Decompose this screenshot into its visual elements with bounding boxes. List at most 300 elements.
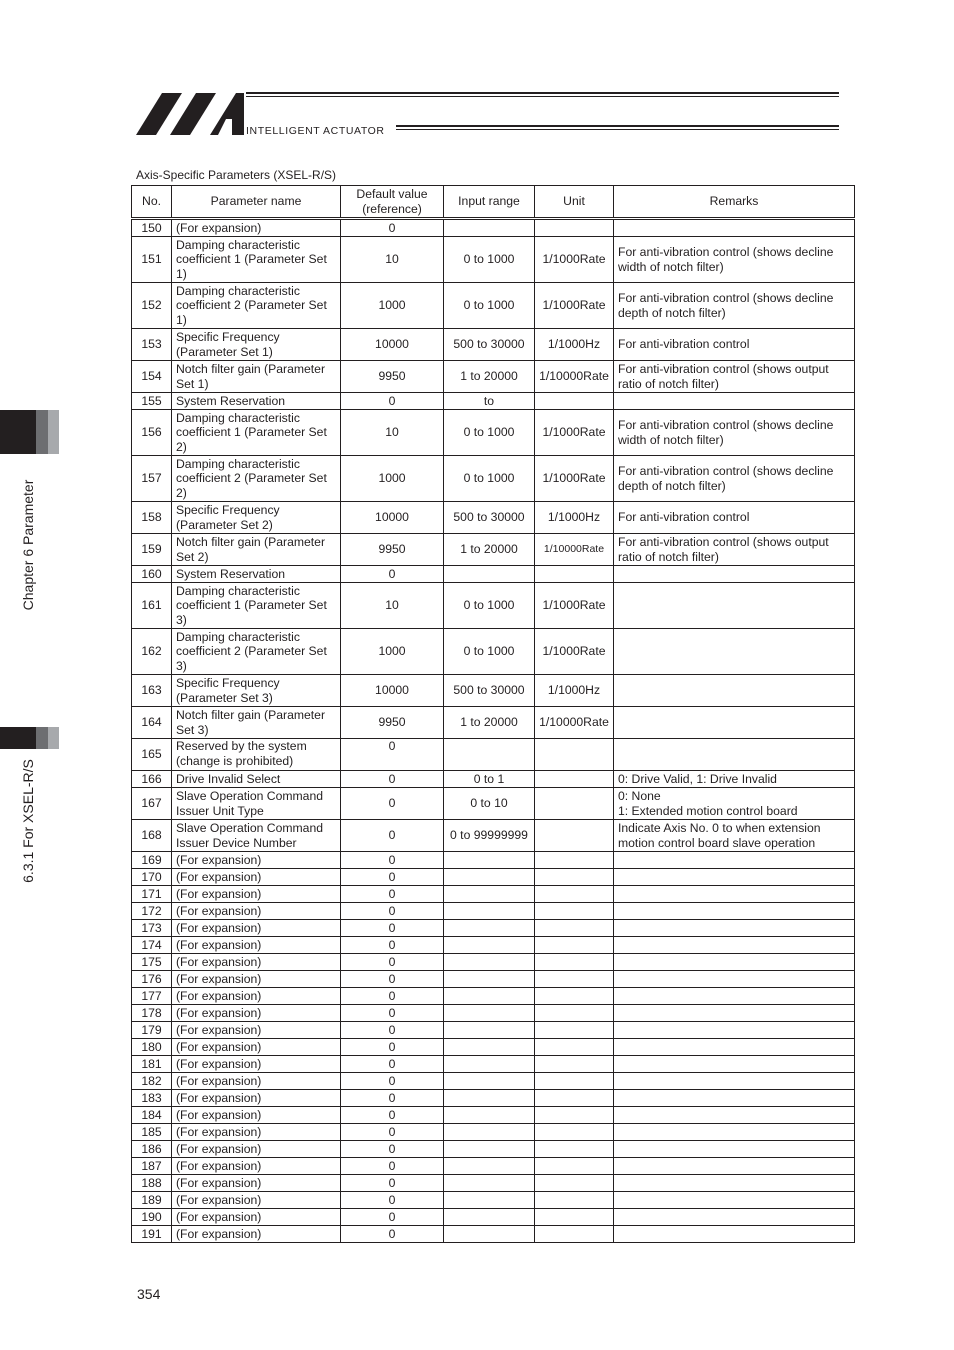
cell-input-range xyxy=(444,886,535,903)
cell-remarks xyxy=(614,707,855,739)
cell-parameter-name: (For expansion) xyxy=(172,1022,341,1039)
table-header-row xyxy=(132,186,855,219)
cell-default-value: 1000 xyxy=(341,283,444,329)
cell-unit xyxy=(535,1107,614,1124)
cell-no: 172 xyxy=(132,903,172,920)
cell-parameter-name: (For expansion) xyxy=(172,954,341,971)
table-row xyxy=(132,361,855,393)
cell-parameter-name: (For expansion) xyxy=(172,1124,341,1141)
cell-unit xyxy=(535,869,614,886)
side-section-label: 6.3.1 For XSEL-R/S xyxy=(20,759,36,883)
cell-parameter-name: (For expansion) xyxy=(172,1192,341,1209)
cell-unit xyxy=(535,1039,614,1056)
table-row xyxy=(132,329,855,361)
cell-input-range: 0 to 99999999 xyxy=(444,820,535,852)
cell-input-range xyxy=(444,954,535,971)
cell-default-value: 0 xyxy=(341,937,444,954)
cell-parameter-name: Specific Frequency (Parameter Set 1) xyxy=(172,329,341,361)
cell-input-range xyxy=(444,1073,535,1090)
cell-unit xyxy=(535,903,614,920)
cell-no: 161 xyxy=(132,583,172,629)
cell-no: 158 xyxy=(132,502,172,534)
cell-remarks: For anti-vibration control xyxy=(614,329,855,361)
cell-unit xyxy=(535,1158,614,1175)
cell-parameter-name: (For expansion) xyxy=(172,1107,341,1124)
table-row xyxy=(132,707,855,739)
table-row xyxy=(132,502,855,534)
cell-remarks xyxy=(614,1005,855,1022)
cell-parameter-name: Damping characteristic coefficient 1 (Parameter Set 3) xyxy=(172,583,341,629)
cell-no: 191 xyxy=(132,1226,172,1243)
cell-unit xyxy=(535,954,614,971)
cell-input-range: 500 to 30000 xyxy=(444,675,535,707)
cell-parameter-name: Specific Frequency (Parameter Set 2) xyxy=(172,502,341,534)
cell-parameter-name: Damping characteristic coefficient 2 (Parameter Set 3) xyxy=(172,629,341,675)
cell-default-value: 0 xyxy=(341,954,444,971)
cell-parameter-name: Damping characteristic coefficient 2 (Parameter Set 1) xyxy=(172,283,341,329)
cell-parameter-name: (For expansion) xyxy=(172,1175,341,1192)
cell-default-value: 1000 xyxy=(341,456,444,502)
cell-input-range xyxy=(444,1158,535,1175)
cell-input-range: 1 to 20000 xyxy=(444,534,535,566)
header-remarks: Remarks xyxy=(614,186,855,219)
cell-input-range xyxy=(444,1209,535,1226)
cell-remarks xyxy=(614,739,855,771)
cell-remarks xyxy=(614,566,855,583)
cell-parameter-name: (For expansion) xyxy=(172,903,341,920)
cell-no: 166 xyxy=(132,771,172,788)
cell-parameter-name: (For expansion) xyxy=(172,886,341,903)
cell-no: 160 xyxy=(132,566,172,583)
cell-input-range: 0 to 10 xyxy=(444,788,535,820)
cell-input-range xyxy=(444,1141,535,1158)
cell-parameter-name: Reserved by the system (change is prohibited) xyxy=(172,739,341,771)
header-unit: Unit xyxy=(535,186,614,219)
cell-default-value: 0 xyxy=(341,886,444,903)
cell-input-range xyxy=(444,1175,535,1192)
page-number: 354 xyxy=(137,1286,161,1302)
cell-default-value: 10 xyxy=(341,583,444,629)
cell-parameter-name: (For expansion) xyxy=(172,1209,341,1226)
cell-unit xyxy=(535,1022,614,1039)
cell-parameter-name: Notch filter gain (Parameter Set 1) xyxy=(172,361,341,393)
table-row xyxy=(132,820,855,852)
cell-no: 167 xyxy=(132,788,172,820)
cell-input-range xyxy=(444,566,535,583)
cell-no: 156 xyxy=(132,410,172,456)
cell-input-range: 0 to 1000 xyxy=(444,237,535,283)
cell-remarks: For anti-vibration control (shows decline width of notch filter) xyxy=(614,237,855,283)
cell-remarks xyxy=(614,1141,855,1158)
cell-input-range: 1 to 20000 xyxy=(444,707,535,739)
cell-remarks xyxy=(614,675,855,707)
cell-default-value: 0 xyxy=(341,1107,444,1124)
cell-parameter-name: (For expansion) xyxy=(172,1073,341,1090)
table-row xyxy=(132,971,855,988)
cell-default-value: 0 xyxy=(341,1175,444,1192)
cell-default-value: 10000 xyxy=(341,329,444,361)
cell-input-range: 500 to 30000 xyxy=(444,502,535,534)
table-row xyxy=(132,886,855,903)
cell-unit xyxy=(535,219,614,237)
table-row xyxy=(132,237,855,283)
cell-parameter-name: Drive Invalid Select xyxy=(172,771,341,788)
cell-unit xyxy=(535,820,614,852)
cell-no: 184 xyxy=(132,1107,172,1124)
table-row xyxy=(132,1124,855,1141)
table-row xyxy=(132,1175,855,1192)
cell-unit xyxy=(535,1175,614,1192)
cell-default-value: 0 xyxy=(341,1056,444,1073)
cell-input-range xyxy=(444,1107,535,1124)
cell-default-value: 0 xyxy=(341,971,444,988)
cell-input-range xyxy=(444,1056,535,1073)
cell-remarks xyxy=(614,1073,855,1090)
cell-no: 178 xyxy=(132,1005,172,1022)
cell-input-range xyxy=(444,971,535,988)
cell-remarks xyxy=(614,1226,855,1243)
cell-input-range xyxy=(444,1039,535,1056)
cell-input-range xyxy=(444,1124,535,1141)
cell-remarks xyxy=(614,1039,855,1056)
table-row xyxy=(132,283,855,329)
cell-remarks xyxy=(614,629,855,675)
cell-no: 173 xyxy=(132,920,172,937)
cell-parameter-name: (For expansion) xyxy=(172,869,341,886)
cell-default-value: 10 xyxy=(341,410,444,456)
header-rule-bottom-1 xyxy=(396,125,839,127)
cell-no: 182 xyxy=(132,1073,172,1090)
cell-remarks xyxy=(614,988,855,1005)
table-row xyxy=(132,954,855,971)
cell-remarks xyxy=(614,1056,855,1073)
table-row xyxy=(132,675,855,707)
cell-remarks xyxy=(614,903,855,920)
cell-default-value: 0 xyxy=(341,869,444,886)
cell-no: 155 xyxy=(132,393,172,410)
cell-unit: 1/10000Rate xyxy=(535,707,614,739)
cell-remarks: For anti-vibration control (shows output ratio of notch filter) xyxy=(614,534,855,566)
cell-no: 165 xyxy=(132,739,172,771)
cell-no: 174 xyxy=(132,937,172,954)
cell-default-value: 10000 xyxy=(341,675,444,707)
cell-no: 154 xyxy=(132,361,172,393)
cell-unit xyxy=(535,771,614,788)
cell-input-range xyxy=(444,920,535,937)
cell-remarks: For anti-vibration control (shows decline depth of notch filter) xyxy=(614,456,855,502)
section-tab-block xyxy=(0,727,36,749)
cell-remarks: For anti-vibration control (shows decline depth of notch filter) xyxy=(614,283,855,329)
cell-default-value: 0 xyxy=(341,1124,444,1141)
header-rule-bottom-2 xyxy=(396,129,839,130)
cell-no: 185 xyxy=(132,1124,172,1141)
side-chapter-label: Chapter 6 Parameter xyxy=(20,479,36,611)
cell-no: 177 xyxy=(132,988,172,1005)
cell-input-range: 0 to 1000 xyxy=(444,629,535,675)
table-row xyxy=(132,988,855,1005)
cell-no: 186 xyxy=(132,1141,172,1158)
cell-unit: 1/1000Hz xyxy=(535,675,614,707)
cell-remarks xyxy=(614,1107,855,1124)
table-row xyxy=(132,1039,855,1056)
cell-default-value: 0 xyxy=(341,1073,444,1090)
logo-text: INTELLIGENT ACTUATOR xyxy=(246,125,385,137)
table-row xyxy=(132,1192,855,1209)
table-row xyxy=(132,1005,855,1022)
cell-default-value: 0 xyxy=(341,1022,444,1039)
cell-input-range xyxy=(444,988,535,1005)
cell-default-value: 0 xyxy=(341,1226,444,1243)
cell-default-value: 0 xyxy=(341,1192,444,1209)
table-row xyxy=(132,534,855,566)
table-row xyxy=(132,903,855,920)
cell-default-value: 10 xyxy=(341,237,444,283)
table-row xyxy=(132,566,855,583)
cell-unit xyxy=(535,971,614,988)
table-row xyxy=(132,629,855,675)
cell-input-range xyxy=(444,1005,535,1022)
cell-remarks xyxy=(614,1022,855,1039)
cell-remarks xyxy=(614,1124,855,1141)
cell-remarks: 0: None 1: Extended motion control board xyxy=(614,788,855,820)
cell-parameter-name: Damping characteristic coefficient 2 (Parameter Set 2) xyxy=(172,456,341,502)
cell-input-range xyxy=(444,869,535,886)
chapter-tab-block xyxy=(0,410,36,454)
cell-no: 183 xyxy=(132,1090,172,1107)
table-row xyxy=(132,788,855,820)
cell-default-value: 0 xyxy=(341,1141,444,1158)
cell-input-range xyxy=(444,903,535,920)
section-tab-shade-1 xyxy=(36,727,48,749)
cell-unit: 1/1000Hz xyxy=(535,329,614,361)
cell-unit xyxy=(535,852,614,869)
cell-unit xyxy=(535,937,614,954)
cell-no: 171 xyxy=(132,886,172,903)
cell-no: 181 xyxy=(132,1056,172,1073)
cell-remarks xyxy=(614,1175,855,1192)
table-row xyxy=(132,852,855,869)
table-row xyxy=(132,1141,855,1158)
cell-remarks: 0: Drive Valid, 1: Drive Invalid xyxy=(614,771,855,788)
header-parameter-name: Parameter name xyxy=(172,186,341,219)
cell-default-value: 9950 xyxy=(341,534,444,566)
cell-input-range: 0 to 1000 xyxy=(444,410,535,456)
cell-no: 189 xyxy=(132,1192,172,1209)
cell-no: 176 xyxy=(132,971,172,988)
cell-no: 152 xyxy=(132,283,172,329)
cell-unit: 1/1000Hz xyxy=(535,502,614,534)
cell-parameter-name: (For expansion) xyxy=(172,1158,341,1175)
cell-default-value: 0 xyxy=(341,852,444,869)
cell-default-value: 9950 xyxy=(341,361,444,393)
cell-no: 151 xyxy=(132,237,172,283)
cell-input-range: 500 to 30000 xyxy=(444,329,535,361)
cell-unit xyxy=(535,393,614,410)
cell-default-value: 0 xyxy=(341,788,444,820)
cell-remarks: For anti-vibration control (shows output ratio of notch filter) xyxy=(614,361,855,393)
section-tab-shade-2 xyxy=(48,727,59,749)
table-row xyxy=(132,1158,855,1175)
cell-input-range xyxy=(444,739,535,771)
cell-unit xyxy=(535,1192,614,1209)
table-row xyxy=(132,771,855,788)
table-row xyxy=(132,1022,855,1039)
cell-default-value: 0 xyxy=(341,1090,444,1107)
cell-parameter-name: Notch filter gain (Parameter Set 3) xyxy=(172,707,341,739)
cell-default-value: 0 xyxy=(341,1005,444,1022)
cell-parameter-name: Damping characteristic coefficient 1 (Parameter Set 1) xyxy=(172,237,341,283)
cell-unit xyxy=(535,788,614,820)
cell-no: 188 xyxy=(132,1175,172,1192)
cell-unit: 1/1000Rate xyxy=(535,629,614,675)
cell-unit: 1/1000Rate xyxy=(535,237,614,283)
header-default-value: Default value (reference) xyxy=(341,186,444,219)
table-row xyxy=(132,937,855,954)
cell-remarks xyxy=(614,583,855,629)
cell-unit xyxy=(535,1005,614,1022)
table-row xyxy=(132,410,855,456)
header-input-range: Input range xyxy=(444,186,535,219)
cell-unit xyxy=(535,1226,614,1243)
cell-parameter-name: (For expansion) xyxy=(172,971,341,988)
cell-remarks: For anti-vibration control xyxy=(614,502,855,534)
cell-default-value: 0 xyxy=(341,1039,444,1056)
cell-default-value: 0 xyxy=(341,771,444,788)
cell-unit xyxy=(535,1090,614,1107)
table-row xyxy=(132,920,855,937)
cell-no: 190 xyxy=(132,1209,172,1226)
cell-input-range xyxy=(444,1090,535,1107)
table-row xyxy=(132,1090,855,1107)
header-no: No. xyxy=(132,186,172,219)
header-rule-top-1 xyxy=(246,92,839,94)
cell-parameter-name: Notch filter gain (Parameter Set 2) xyxy=(172,534,341,566)
cell-remarks xyxy=(614,852,855,869)
cell-unit xyxy=(535,1073,614,1090)
cell-unit: 1/1000Rate xyxy=(535,410,614,456)
table-row xyxy=(132,1226,855,1243)
cell-unit xyxy=(535,566,614,583)
cell-parameter-name: (For expansion) xyxy=(172,1090,341,1107)
cell-input-range xyxy=(444,937,535,954)
cell-input-range: 1 to 20000 xyxy=(444,361,535,393)
cell-no: 170 xyxy=(132,869,172,886)
cell-unit xyxy=(535,1209,614,1226)
table-row xyxy=(132,1073,855,1090)
cell-input-range: 0 to 1000 xyxy=(444,283,535,329)
cell-remarks: Indicate Axis No. 0 to when extension motion control board slave operation xyxy=(614,820,855,852)
cell-default-value: 9950 xyxy=(341,707,444,739)
cell-parameter-name: (For expansion) xyxy=(172,1226,341,1243)
cell-unit: 1/1000Rate xyxy=(535,283,614,329)
cell-input-range: to xyxy=(444,393,535,410)
cell-unit: 1/1000Rate xyxy=(535,583,614,629)
cell-input-range xyxy=(444,1022,535,1039)
cell-input-range xyxy=(444,852,535,869)
cell-default-value: 0 xyxy=(341,566,444,583)
cell-default-value: 1000 xyxy=(341,629,444,675)
table-row xyxy=(132,393,855,410)
cell-remarks xyxy=(614,1192,855,1209)
cell-input-range: 0 to 1000 xyxy=(444,456,535,502)
cell-no: 157 xyxy=(132,456,172,502)
cell-remarks xyxy=(614,971,855,988)
cell-default-value: 0 xyxy=(341,219,444,237)
cell-no: 163 xyxy=(132,675,172,707)
cell-no: 150 xyxy=(132,219,172,237)
cell-unit xyxy=(535,886,614,903)
cell-unit xyxy=(535,988,614,1005)
cell-no: 169 xyxy=(132,852,172,869)
cell-default-value: 0 xyxy=(341,820,444,852)
table-row xyxy=(132,219,855,237)
cell-default-value: 0 xyxy=(341,1209,444,1226)
cell-input-range xyxy=(444,1226,535,1243)
cell-parameter-name: System Reservation xyxy=(172,393,341,410)
cell-unit xyxy=(535,1124,614,1141)
cell-no: 164 xyxy=(132,707,172,739)
cell-unit xyxy=(535,920,614,937)
cell-parameter-name: (For expansion) xyxy=(172,920,341,937)
cell-no: 162 xyxy=(132,629,172,675)
cell-input-range xyxy=(444,1192,535,1209)
cell-default-value: 10000 xyxy=(341,502,444,534)
cell-default-value: 0 xyxy=(341,393,444,410)
cell-parameter-name: (For expansion) xyxy=(172,988,341,1005)
cell-no: 153 xyxy=(132,329,172,361)
cell-remarks xyxy=(614,886,855,903)
cell-remarks: For anti-vibration control (shows decline width of notch filter) xyxy=(614,410,855,456)
table-row xyxy=(132,869,855,886)
table-row xyxy=(132,1056,855,1073)
cell-input-range xyxy=(444,219,535,237)
cell-remarks xyxy=(614,1158,855,1175)
cell-parameter-name: Slave Operation Command Issuer Device Number xyxy=(172,820,341,852)
cell-unit: 1/10000Rate xyxy=(535,534,614,566)
table-row xyxy=(132,1107,855,1124)
cell-no: 175 xyxy=(132,954,172,971)
cell-default-value: 0 xyxy=(341,920,444,937)
iai-logo xyxy=(136,91,244,137)
cell-parameter-name: (For expansion) xyxy=(172,1056,341,1073)
cell-remarks xyxy=(614,1209,855,1226)
cell-parameter-name: (For expansion) xyxy=(172,1141,341,1158)
cell-default-value: 0 xyxy=(341,988,444,1005)
cell-parameter-name: (For expansion) xyxy=(172,1039,341,1056)
table-row xyxy=(132,1209,855,1226)
cell-remarks xyxy=(614,1090,855,1107)
cell-no: 159 xyxy=(132,534,172,566)
cell-remarks xyxy=(614,219,855,237)
cell-parameter-name: (For expansion) xyxy=(172,852,341,869)
cell-default-value: 0 xyxy=(341,739,444,771)
table-body xyxy=(132,219,855,1243)
header-rule-top-2 xyxy=(246,96,839,97)
chapter-tab-shade-2 xyxy=(48,410,59,454)
cell-no: 187 xyxy=(132,1158,172,1175)
cell-parameter-name: Specific Frequency (Parameter Set 3) xyxy=(172,675,341,707)
cell-unit xyxy=(535,1141,614,1158)
cell-default-value: 0 xyxy=(341,903,444,920)
cell-input-range: 0 to 1 xyxy=(444,771,535,788)
cell-remarks xyxy=(614,937,855,954)
cell-unit xyxy=(535,1056,614,1073)
cell-parameter-name: Slave Operation Command Issuer Unit Type xyxy=(172,788,341,820)
cell-parameter-name: (For expansion) xyxy=(172,937,341,954)
table-row xyxy=(132,456,855,502)
cell-no: 168 xyxy=(132,820,172,852)
cell-input-range: 0 to 1000 xyxy=(444,583,535,629)
